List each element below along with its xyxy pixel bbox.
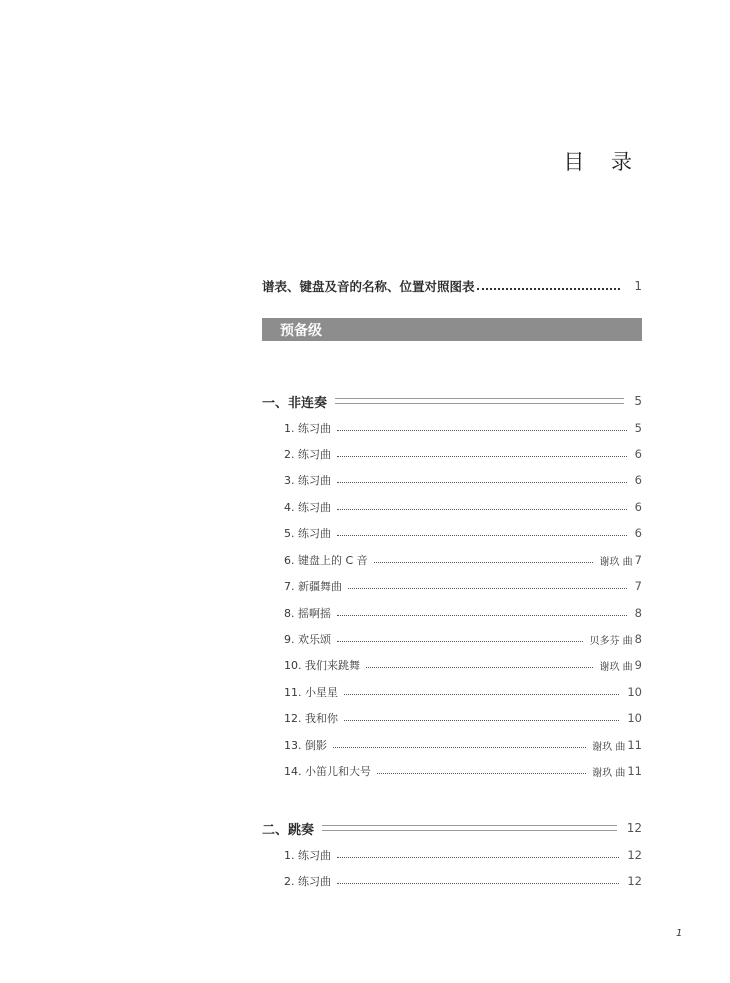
toc-entry-page: 1 (634, 279, 642, 293)
section-page: 5 (634, 394, 642, 408)
level-heading-label: 预备级 (280, 322, 322, 339)
dot-leader (348, 587, 627, 589)
item-page: 6 (634, 473, 642, 487)
item-composer: 谢玖 曲 (592, 741, 626, 753)
dot-leader (337, 614, 627, 616)
item-page: 8 (634, 632, 642, 646)
level-heading-bar (262, 318, 642, 341)
item-page: 6 (634, 447, 642, 461)
item-label: 4. 练习曲 (284, 501, 331, 514)
item-composer: 贝多芬 曲 (589, 635, 633, 647)
dot-leader (337, 856, 619, 858)
section-heading-staccato[interactable] (262, 818, 642, 838)
toc-item[interactable] (284, 708, 642, 728)
item-label: 10. 我们来跳舞 (284, 659, 360, 672)
item-page: 7 (634, 553, 642, 567)
item-label: 3. 练习曲 (284, 474, 331, 487)
item-page: 10 (627, 711, 642, 725)
toc-item[interactable] (284, 735, 642, 755)
item-label: 13. 倒影 (284, 739, 327, 752)
toc-item[interactable] (284, 845, 642, 865)
dot-leader (337, 508, 627, 510)
dot-leader (344, 693, 619, 695)
item-label: 11. 小星星 (284, 686, 338, 699)
toc-item[interactable] (284, 603, 642, 623)
dot-leader (337, 640, 583, 642)
toc-entry-label: 谱表、键盘及音的名称、位置对照图表 (262, 279, 475, 294)
toc-item[interactable] (284, 655, 642, 675)
toc-item[interactable] (284, 470, 642, 490)
item-label: 12. 我和你 (284, 712, 338, 725)
item-composer: 谢玖 曲 (592, 767, 626, 779)
page-number: 1 (676, 928, 683, 939)
toc-item[interactable] (284, 550, 642, 570)
item-page: 8 (634, 606, 642, 620)
item-page: 6 (634, 500, 642, 514)
item-composer: 谢玖 曲 (599, 661, 633, 673)
toc-item[interactable] (284, 871, 642, 891)
item-label: 6. 键盘上的 C 音 (284, 554, 368, 567)
item-label: 9. 欢乐颂 (284, 633, 331, 646)
dot-leader (344, 719, 619, 721)
toc-item[interactable] (284, 629, 642, 649)
dot-leader (337, 481, 627, 483)
item-page: 9 (634, 658, 642, 672)
dot-leader (366, 666, 593, 668)
item-composer: 谢玖 曲 (599, 556, 633, 568)
section-double-rule (335, 398, 624, 404)
item-page: 11 (627, 738, 642, 752)
dot-leader (333, 746, 586, 748)
item-label: 2. 练习曲 (284, 875, 331, 888)
item-label: 14. 小笛儿和大号 (284, 765, 371, 778)
toc-item[interactable] (284, 761, 642, 781)
section-title: 二、跳奏 (262, 822, 315, 838)
toc-title: 目 录 (563, 150, 642, 174)
item-page: 11 (627, 764, 642, 778)
item-page: 7 (634, 579, 642, 593)
dot-leader (337, 429, 627, 431)
item-page: 10 (627, 685, 642, 699)
item-label: 1. 练习曲 (284, 422, 331, 435)
item-label: 2. 练习曲 (284, 448, 331, 461)
toc-item[interactable] (284, 682, 642, 702)
dot-leader (477, 287, 621, 290)
dot-leader (337, 534, 627, 536)
section-heading-non-legato[interactable] (262, 391, 642, 411)
dot-leader (374, 561, 594, 563)
item-page: 6 (634, 526, 642, 540)
item-label: 1. 练习曲 (284, 849, 331, 862)
toc-item[interactable] (284, 444, 642, 464)
toc-item[interactable] (284, 497, 642, 517)
toc-entry-chart[interactable] (262, 276, 642, 296)
dot-leader (377, 772, 586, 774)
dot-leader (337, 455, 627, 457)
item-page: 5 (634, 421, 642, 435)
section-title: 一、非连奏 (262, 395, 328, 411)
section-page: 12 (626, 821, 642, 835)
dot-leader (337, 882, 619, 884)
toc-item[interactable] (284, 523, 642, 543)
item-label: 7. 新疆舞曲 (284, 580, 342, 593)
toc-item[interactable] (284, 576, 642, 596)
item-page: 12 (627, 874, 642, 888)
item-label: 8. 摇啊摇 (284, 607, 331, 620)
item-label: 5. 练习曲 (284, 527, 331, 540)
toc-item[interactable] (284, 418, 642, 438)
section-double-rule (322, 825, 617, 831)
item-page: 12 (627, 848, 642, 862)
